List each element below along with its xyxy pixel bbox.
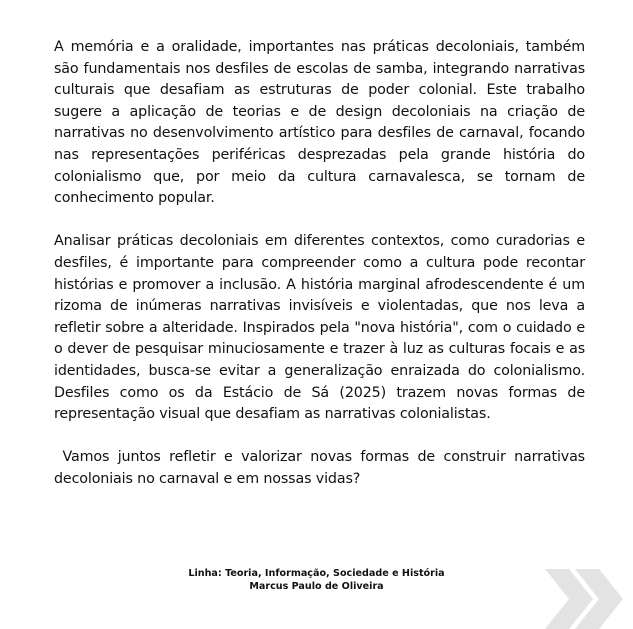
research-line: Linha: Teoria, Informação, Sociedade e História (188, 568, 445, 579)
paragraph-2: Analisar práticas decoloniais em diferentes contextos, como curadorias e desfiles, é importante para compreender como a cultura pode recontar histórias e promover a inclusão. A história marginal afrodescendente é um rizoma de inúmeras narrativas invisíveis e violentadas, que nos leva a refletir sobre a alteridade. Inspirados pela "nova história", com o cuidado e o dever de pesquisar minuciosamente e trazer à luz as culturas focais e as identidades, busca-se evitar a generalização enraizada do colonialismo. Desfiles como os da Estácio de Sá (2025) trazem novas formas de representação visual que desafiam as narrativas colonialistas. (54, 233, 585, 423)
double-chevron-right-icon (523, 569, 633, 629)
paragraph-3: Vamos juntos refletir e valorizar novas formas de construir narrativas decoloniais no carnaval e em nossas vidas? (54, 449, 590, 487)
author-name: Marcus Paulo de Oliveira (249, 581, 384, 592)
paragraph-1: A memória e a oralidade, importantes nas práticas decoloniais, também são fundamentais nos desfiles de escolas de samba, integrando narrativas culturais que desafiam as estruturas de poder colonial. Este trabalho sugere a aplicação de teorias e de design decoloniais na criação de narrativas no desenvolvimento artístico para desfiles de carnaval, focando nas representações periféricas desprezadas pela grande história do colonialismo que, por meio da cultura carnavalesca, se tornam de conhecimento popular. (54, 39, 585, 207)
main-text (54, 37, 590, 490)
